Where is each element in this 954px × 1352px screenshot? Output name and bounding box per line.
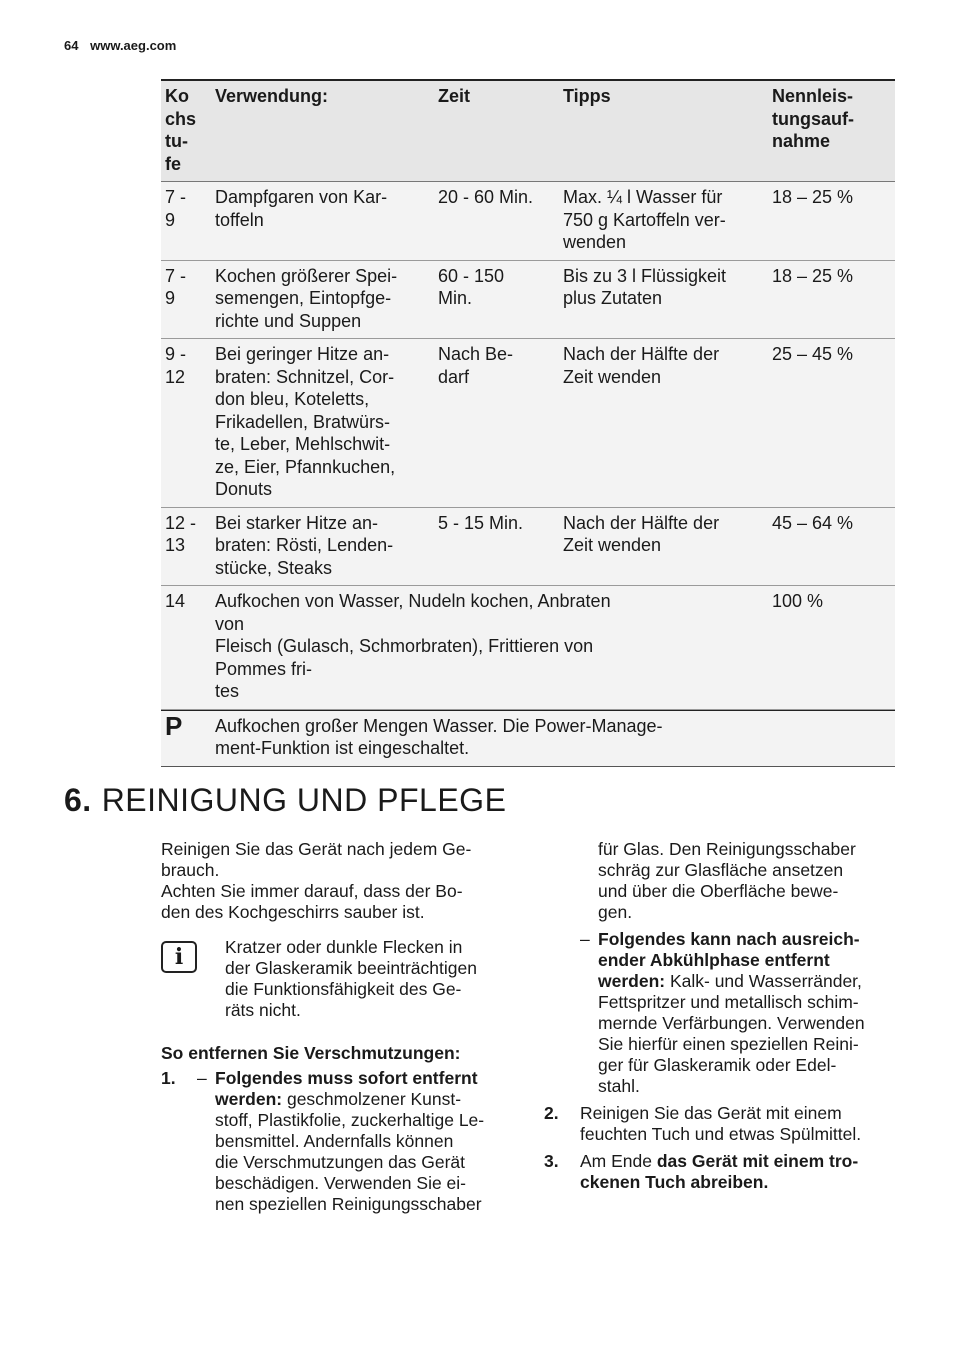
table-row [161, 182, 895, 261]
cell-stufe: 7 - 9 [165, 187, 187, 230]
cell-verwendung: Bei geringer Hitze an- braten: Schnitzel, Cor- don bleu, Koteletts, Frikadellen, Bratwürs- te, Leber, Mehlschwit- ze, Eier, Pfannkuchen, Donuts [215, 344, 396, 499]
cell-power-text: Aufkochen großer Mengen Wasser. Die Power-Manage- ment-Funktion ist eingeschaltet. [215, 715, 663, 758]
table-row [161, 261, 895, 340]
header-nennleistung: Nennleis- tungsauf- nahme [772, 86, 854, 151]
list-text-bold: das Gerät mit einem tro- ckenen Tuch abreiben. [580, 1151, 859, 1192]
cell-verwendung: Bei starker Hitze an- braten: Rösti, Lenden- stücke, Steaks [215, 512, 394, 578]
list-text [598, 929, 898, 1097]
cell-leistung: 18 – 25 % [772, 265, 854, 286]
cell-leistung: 25 – 45 % [772, 344, 854, 364]
list-text-bold: Folgendes muss sofort entfernt werden: [215, 1068, 478, 1109]
section-title: REINIGUNG UND PFLEGE [101, 782, 507, 818]
cell-verwendung: Kochen größerer Spei- semengen, Eintopfge- richte und Suppen [215, 265, 398, 331]
cell-stufe: 9 - 12 [165, 344, 187, 387]
cell-stufe: 7 - 9 [165, 265, 187, 308]
table-row-power [161, 710, 895, 766]
list-item [161, 1068, 521, 1215]
dash-bullet: – [197, 1068, 207, 1088]
list-text-regular: Am Ende [580, 1151, 657, 1171]
cell-stufe: 12 - 13 [165, 512, 197, 555]
cell-leistung: 45 – 64 % [772, 512, 854, 533]
continued-text: für Glas. Den Reinigungsschaber schräg zur Glasfläche ansetzen und über die Oberfläche bewe- gen. [598, 839, 856, 922]
table-row [161, 339, 895, 508]
cell-tipps: Max. ¼ l Wasser für 750 g Kartoffeln ver- wenden [563, 187, 726, 252]
dash-bullet: – [580, 929, 590, 949]
list-item [544, 1103, 898, 1145]
right-column [544, 839, 898, 1193]
table-row [161, 586, 895, 710]
cell-zeit: 20 - 60 Min. [438, 187, 534, 207]
list-text-regular: Kalk- und Wasserränder, Fettspritzer und metallisch schim- mernde Verfärbungen. Verwenden Sie hierfür einen speziellen Reini- ger für Glaskeramik oder Edel- stahl. [598, 971, 865, 1096]
section-heading [64, 782, 506, 819]
left-column [161, 839, 521, 1215]
list-item [544, 1151, 898, 1193]
page-number: 64 [64, 38, 79, 53]
intro-paragraph: Reinigen Sie das Gerät nach jedem Ge- brauch. Achten Sie immer darauf, dass der Bo- den des Kochgeschirrs sauber ist. [161, 839, 472, 922]
cell-stufe: 14 [165, 591, 186, 611]
header-verwendung: Verwendung: [215, 86, 329, 106]
header-kochstufe: Ko chs tu- fe [165, 86, 197, 174]
section-number: 6. [64, 782, 92, 818]
list-number: 3. [544, 1151, 559, 1171]
list-text: Reinigen Sie das Gerät mit einem feuchten Tuch und etwas Spülmittel. [580, 1103, 862, 1144]
info-icon: i [161, 941, 197, 973]
header-tipps: Tipps [563, 86, 611, 106]
info-text: Kratzer oder dunkle Flecken in der Glaskeramik beeinträchtigen die Funktionsfähigkeit des Ge- räts nicht. [225, 937, 477, 1020]
site-url: www.aeg.com [90, 38, 177, 53]
cell-tipps: Nach der Hälfte der Zeit wenden [563, 344, 720, 387]
list-text-bold: Folgendes kann nach ausreich- ender Abkühlphase entfernt werden: [598, 929, 860, 991]
cell-zeit: Nach Be- darf [438, 344, 514, 387]
info-box [161, 937, 521, 1021]
list-text [215, 1068, 521, 1215]
list-number: 2. [544, 1103, 559, 1123]
list-text [580, 1151, 898, 1193]
power-boost-symbol: P [165, 710, 183, 741]
cell-tipps: Nach der Hälfte der Zeit wenden [563, 512, 720, 555]
cell-verwendung-wide: Aufkochen von Wasser, Nudeln kochen, Anbraten von Fleisch (Gulasch, Schmorbraten), Frittieren von Pommes fri- tes [215, 591, 611, 701]
table-header-row [161, 81, 895, 182]
subheading: So entfernen Sie Verschmutzungen: [161, 1043, 461, 1063]
header-zeit: Zeit [438, 86, 471, 106]
list-number: 1. [161, 1068, 176, 1088]
list-text-regular: geschmolzener Kunst- stoff, Plastikfolie, zuckerhaltige Le- bensmittel. Andernfalls können die Verschmutzungen das Gerät beschädigen. Verwenden Sie ei- nen speziellen Reinigungsschaber [215, 1089, 485, 1214]
cell-zeit: 5 - 15 Min. [438, 512, 524, 533]
cooking-table [161, 79, 895, 767]
cell-verwendung: Dampfgaren von Kar- toffeln [215, 187, 388, 230]
cell-tipps: Bis zu 3 l Flüssigkeit plus Zutaten [563, 265, 727, 308]
page-header [64, 38, 184, 53]
list-item [544, 929, 898, 1097]
cell-zeit: 60 - 150 Min. [438, 265, 505, 308]
cell-leistung: 100 % [772, 591, 824, 611]
table-row [161, 508, 895, 587]
cell-leistung: 18 – 25 % [772, 187, 854, 207]
